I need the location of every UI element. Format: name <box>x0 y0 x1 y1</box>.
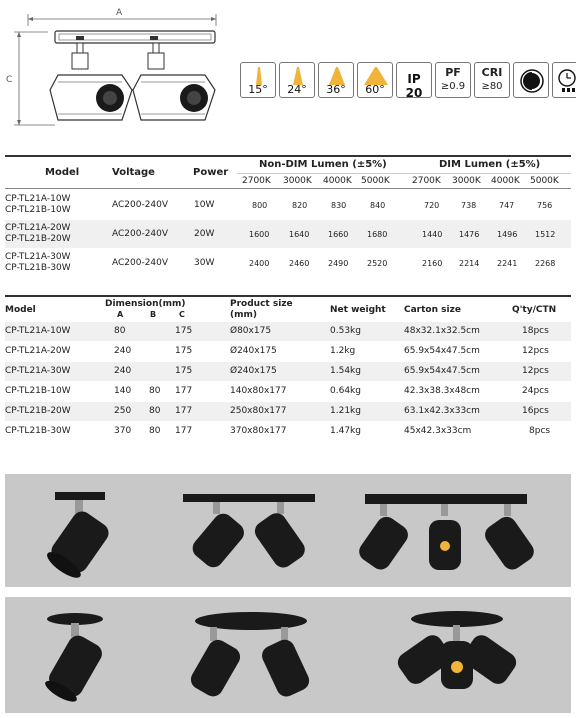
lifetime-icon <box>552 62 576 98</box>
carton-cell: 45x42.3x33cm <box>404 426 472 436</box>
model-cell: CP-TL21A-20W <box>5 223 71 233</box>
model-cell: CP-TL21B-20W <box>5 406 71 416</box>
cri-label: CRI <box>481 66 503 79</box>
model-cell: CP-TL21A-10W <box>5 326 71 336</box>
model-cell: CP-TL21A-30W <box>5 252 71 262</box>
cct-header: 5000K <box>361 176 390 186</box>
voltage-cell: AC200-240V <box>112 229 169 239</box>
lumen-cell: 1476 <box>459 230 480 239</box>
lumen-cell: 1600 <box>249 230 270 239</box>
power-cell: 30W <box>194 258 215 268</box>
carton-cell: 63.1x42.3x33cm <box>404 406 480 416</box>
table-row <box>5 220 571 248</box>
col-dim-lumen: DIM Lumen (±5%) <box>439 159 541 170</box>
pf-label: PF <box>445 66 461 79</box>
dim-c-cell: 175 <box>175 326 193 336</box>
qty-cell: 18pcs <box>522 326 549 336</box>
beam-angle-label: 24° <box>287 83 307 96</box>
product-size-cell: Ø240x175 <box>230 346 277 356</box>
dim-c-cell: 177 <box>175 386 193 396</box>
dim-c-cell: 177 <box>175 426 193 436</box>
model-cell: CP-TL21B-20W <box>5 234 71 244</box>
weight-cell: 1.54kg <box>330 366 361 376</box>
col-qty: Q'ty/CTN <box>512 305 557 315</box>
model-cell: CP-TL21A-30W <box>5 366 71 376</box>
weight-cell: 1.21kg <box>330 406 361 416</box>
voltage-cell: AC200-240V <box>112 200 169 210</box>
dim-a-cell: 240 <box>114 366 132 376</box>
product-photo-round-mount <box>5 597 571 713</box>
col-nondim-lumen: Non-DIM Lumen (±5%) <box>259 159 387 170</box>
lumen-cell: 2490 <box>328 259 349 268</box>
dim-c-cell: 175 <box>175 366 193 376</box>
power-factor-icon <box>435 62 471 98</box>
lumen-cell: 840 <box>370 201 386 210</box>
lumen-cell: 720 <box>424 201 440 210</box>
cct-header: 4000K <box>323 176 352 186</box>
cri-value: ≥80 <box>481 81 503 92</box>
col-model: Model <box>45 167 80 178</box>
col-power: Power <box>193 167 229 178</box>
dim-b-cell: 80 <box>149 386 161 396</box>
product-size-cell: Ø240x175 <box>230 366 277 376</box>
voltage-cell: AC200-240V <box>112 258 169 268</box>
dimension-c-label: C <box>6 75 13 85</box>
dim-a-cell: 250 <box>114 406 132 416</box>
dimension-a-label: A <box>116 8 123 18</box>
table-row <box>5 322 571 341</box>
carton-cell: 42.3x38.3x48cm <box>404 386 480 396</box>
lumen-cell: 830 <box>331 201 347 210</box>
lumen-cell: 1640 <box>289 230 310 239</box>
col-a: A <box>117 310 124 319</box>
cct-header: 2700K <box>242 176 271 186</box>
table-row <box>5 191 571 219</box>
product-size-cell: 370x80x177 <box>230 426 287 436</box>
dim-a-cell: 140 <box>114 386 132 396</box>
beam-angle-label: 36° <box>326 83 346 96</box>
col-product-size-unit: (mm) <box>230 310 257 320</box>
beam-angle-label: 60° <box>365 83 385 96</box>
ip-rating-label: IP 20 <box>405 72 423 100</box>
col-voltage: Voltage <box>112 167 155 178</box>
col-product-size: Product size <box>230 299 293 309</box>
col-dimension: Dimension(mm) <box>105 299 186 309</box>
carton-cell: 65.9x54x47.5cm <box>404 366 480 376</box>
weight-cell: 0.53kg <box>330 326 361 336</box>
lumen-cell: 747 <box>499 201 515 210</box>
weight-cell: 0.64kg <box>330 386 361 396</box>
lumen-cell: 1496 <box>497 230 518 239</box>
lumen-cell: 2400 <box>249 259 270 268</box>
dim-a-cell: 80 <box>114 326 126 336</box>
table-row <box>5 249 571 277</box>
qty-cell: 12pcs <box>522 366 549 376</box>
lumen-cell: 1512 <box>535 230 556 239</box>
lumen-cell: 820 <box>292 201 308 210</box>
beam-60-icon <box>357 62 393 98</box>
weight-cell: 1.47kg <box>330 426 361 436</box>
table-row <box>5 342 571 361</box>
dim-a-cell: 370 <box>114 426 132 436</box>
power-cell: 10W <box>194 200 215 210</box>
cct-header: 3000K <box>283 176 312 186</box>
table-rule <box>5 295 571 297</box>
lumen-cell: 2520 <box>367 259 388 268</box>
cct-header: 2700K <box>412 176 441 186</box>
model-cell: CP-TL21B-10W <box>5 386 71 396</box>
power-cell: 20W <box>194 229 215 239</box>
lumen-cell: 2214 <box>459 259 480 268</box>
dim-c-cell: 177 <box>175 406 193 416</box>
pf-value: ≥0.9 <box>440 81 466 92</box>
model-cell: CP-TL21B-30W <box>5 426 71 436</box>
model-cell: CP-TL21B-10W <box>5 205 71 215</box>
model-cell: CP-TL21B-30W <box>5 263 71 273</box>
dimmable-icon <box>513 62 549 98</box>
model-cell: CP-TL21A-10W <box>5 194 71 204</box>
lumen-cell: 800 <box>252 201 268 210</box>
dim-a-cell: 240 <box>114 346 132 356</box>
beam-15-icon <box>240 62 276 98</box>
cri-icon <box>474 62 510 98</box>
lumen-cell: 2460 <box>289 259 310 268</box>
table-row <box>5 402 571 421</box>
beam-angle-label: 15° <box>248 83 268 96</box>
spotlight-triple <box>355 494 537 573</box>
ip-rating-icon <box>396 62 432 98</box>
carton-cell: 48x32.1x32.5cm <box>404 326 480 336</box>
header-rule <box>5 188 571 189</box>
qty-cell: 8pcs <box>529 426 551 436</box>
cct-header: 3000K <box>452 176 481 186</box>
table-row <box>5 422 571 441</box>
model-cell: CP-TL21A-20W <box>5 346 71 356</box>
col-b: B <box>150 310 157 319</box>
dimension-drawing <box>0 0 230 150</box>
cct-header: 5000K <box>530 176 559 186</box>
qty-cell: 24pcs <box>522 386 549 396</box>
carton-cell: 65.9x54x47.5cm <box>404 346 480 356</box>
product-size-cell: 250x80x177 <box>230 406 287 416</box>
col-model: Model <box>5 305 36 315</box>
product-size-cell: Ø80x175 <box>230 326 272 336</box>
lumen-cell: 738 <box>461 201 477 210</box>
col-carton: Carton size <box>404 305 461 315</box>
table-row <box>5 382 571 401</box>
product-size-cell: 140x80x177 <box>230 386 287 396</box>
beam-24-icon <box>279 62 315 98</box>
qty-cell: 16pcs <box>522 406 549 416</box>
lumen-cell: 1680 <box>367 230 388 239</box>
lumen-cell: 1660 <box>328 230 349 239</box>
lumen-cell: 2268 <box>535 259 556 268</box>
weight-cell: 1.2kg <box>330 346 356 356</box>
table-rule <box>5 155 571 157</box>
lumen-cell: 756 <box>537 201 553 210</box>
cct-header: 4000K <box>491 176 520 186</box>
dim-b-cell: 80 <box>149 426 161 436</box>
table-row <box>5 362 571 381</box>
dim-b-cell: 80 <box>149 406 161 416</box>
col-c: C <box>179 310 185 319</box>
qty-cell: 12pcs <box>522 346 549 356</box>
product-photo-bar-mount <box>5 474 571 587</box>
lumen-cell: 2241 <box>497 259 518 268</box>
lumen-cell: 2160 <box>422 259 443 268</box>
header-rule <box>237 173 571 174</box>
col-net-weight: Net weight <box>330 305 386 315</box>
dim-c-cell: 175 <box>175 346 193 356</box>
beam-36-icon <box>318 62 354 98</box>
lumen-cell: 1440 <box>422 230 443 239</box>
feature-icons <box>240 62 576 98</box>
